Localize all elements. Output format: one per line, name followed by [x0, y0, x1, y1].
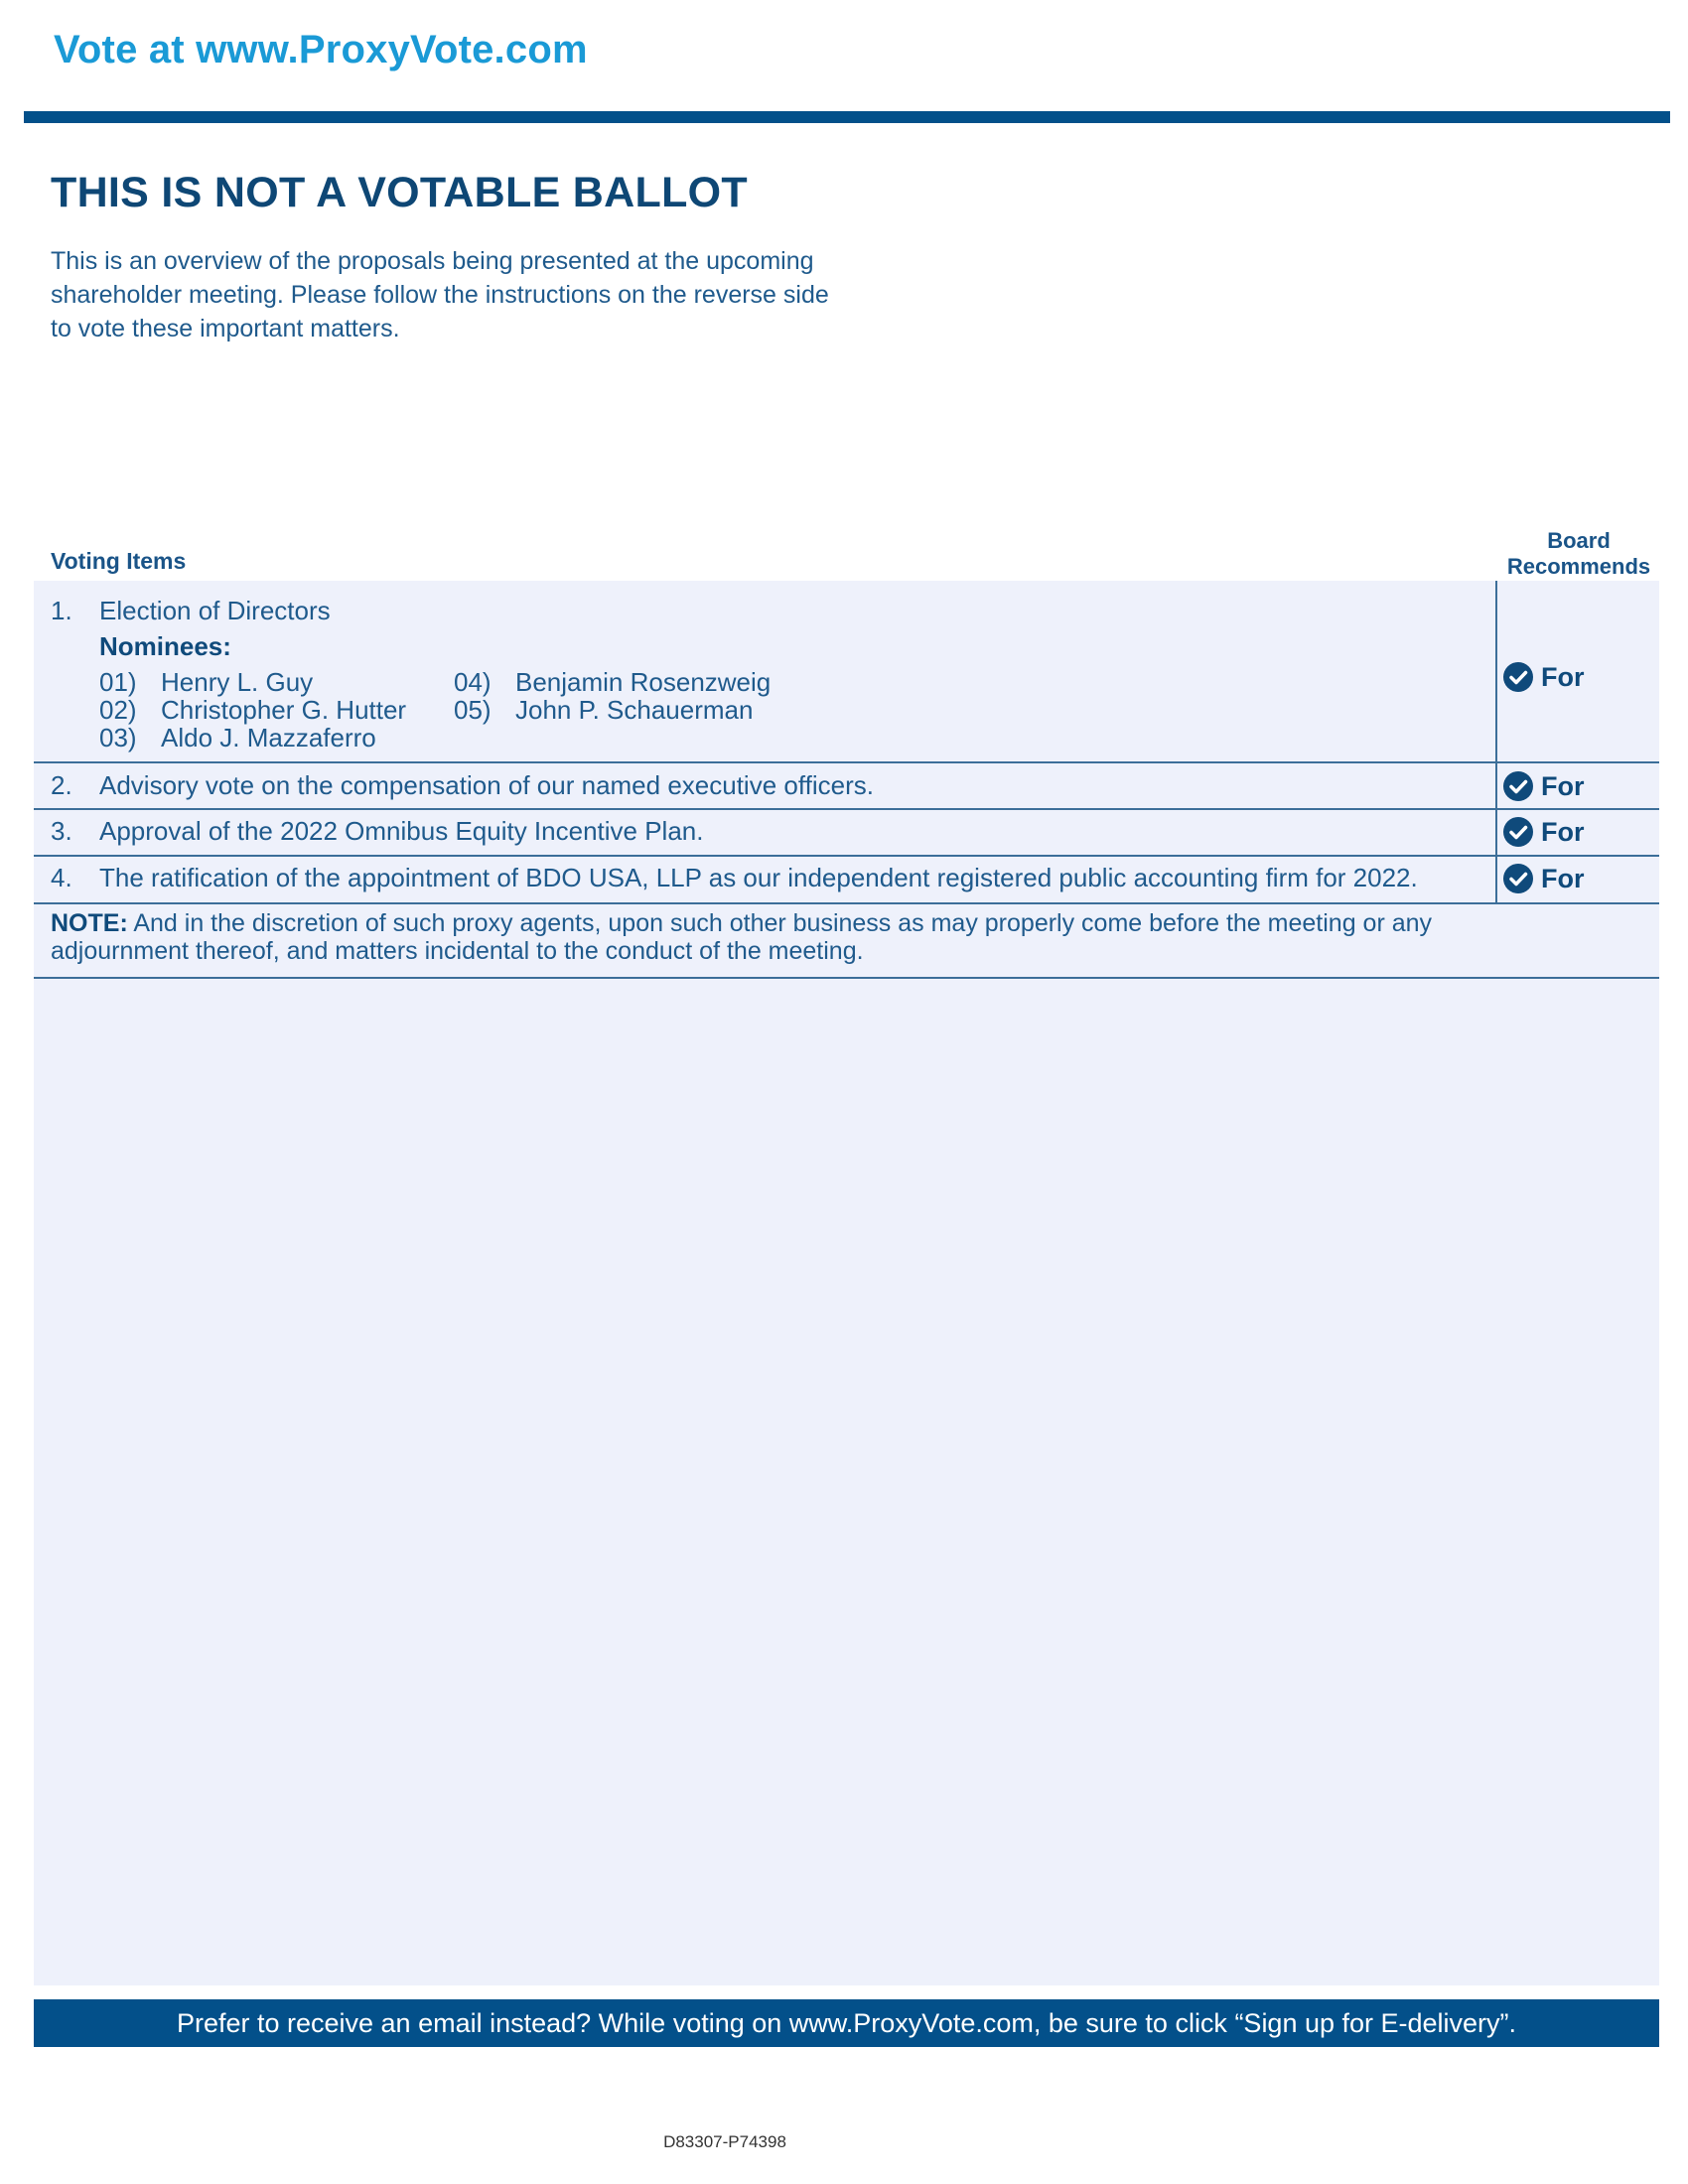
item-4-number: 4.	[51, 863, 72, 892]
item-4-recommendation	[1502, 863, 1585, 894]
nominee-name: John P. Schauerman	[515, 695, 754, 725]
header-divider	[24, 111, 1670, 123]
document-code: D83307-P74398	[663, 2132, 786, 2151]
nominee-03	[99, 724, 376, 751]
check-circle-icon	[1502, 661, 1534, 693]
header-title: Vote at www.ProxyVote.com	[54, 28, 588, 71]
row-divider	[34, 902, 1659, 904]
e-delivery-banner: Prefer to receive an email instead? While voting on www.ProxyVote.com, be sure to click “Sign up for E-delivery”.	[34, 1999, 1659, 2047]
nominee-code: 04)	[454, 667, 492, 697]
item-2-number: 2.	[51, 770, 72, 800]
note-label: NOTE:	[51, 909, 128, 937]
nominee-01	[99, 668, 313, 696]
page-title: THIS IS NOT A VOTABLE BALLOT	[51, 169, 748, 216]
recommendation-label: For	[1541, 863, 1585, 893]
check-circle-icon	[1502, 770, 1534, 802]
item-3-recommendation	[1502, 816, 1585, 848]
nominee-code: 05)	[454, 695, 492, 725]
board-header-line2: Recommends	[1506, 554, 1651, 579]
nominee-name: Aldo J. Mazzaferro	[161, 723, 376, 752]
recommendation-label: For	[1541, 816, 1585, 847]
intro-text: This is an overview of the proposals being presented at the upcoming shareholder meeting. Please follow the instructions on the reverse side to vote these important matters.	[51, 247, 829, 342]
nominee-code: 02)	[99, 695, 137, 725]
item-1-number: 1.	[51, 596, 72, 625]
board-recommends-header	[1489, 528, 1668, 580]
nominee-code: 01)	[99, 667, 137, 697]
recommendation-label: For	[1541, 661, 1585, 692]
nominees-label: Nominees:	[99, 631, 231, 661]
note-text	[51, 909, 1500, 965]
row-divider	[34, 977, 1659, 979]
item-2-recommendation	[1502, 770, 1585, 802]
item-4-text: The ratification of the appointment of BDO USA, LLP as our independent registered public accounting firm for 2022.	[99, 863, 1418, 892]
row-divider	[34, 808, 1659, 810]
voting-items-header: Voting Items	[51, 548, 187, 574]
nominee-name: Christopher G. Hutter	[161, 695, 407, 725]
item-2-text: Advisory vote on the compensation of our named executive officers.	[99, 770, 874, 800]
nominee-code: 03)	[99, 723, 137, 752]
item-1-text: Election of Directors	[99, 596, 331, 625]
row-divider	[34, 761, 1659, 763]
nominee-05	[454, 696, 753, 724]
nominee-02	[99, 696, 406, 724]
item-1-recommendation	[1502, 661, 1585, 693]
check-circle-icon	[1502, 816, 1534, 848]
nominee-name: Henry L. Guy	[161, 667, 314, 697]
recommendation-label: For	[1541, 770, 1585, 801]
nominee-04	[454, 668, 771, 696]
row-divider	[34, 855, 1659, 857]
nominee-name: Benjamin Rosenzweig	[515, 667, 772, 697]
item-3-text: Approval of the 2022 Omnibus Equity Incentive Plan.	[99, 816, 704, 846]
board-header-line1: Board	[1547, 528, 1611, 553]
note-body: And in the discretion of such proxy agents, upon such other business as may properly come before the meeting or any adjournment thereof, and matters incidental to the conduct of the meeting.	[51, 909, 1433, 965]
check-circle-icon	[1502, 863, 1534, 894]
item-3-number: 3.	[51, 816, 72, 846]
